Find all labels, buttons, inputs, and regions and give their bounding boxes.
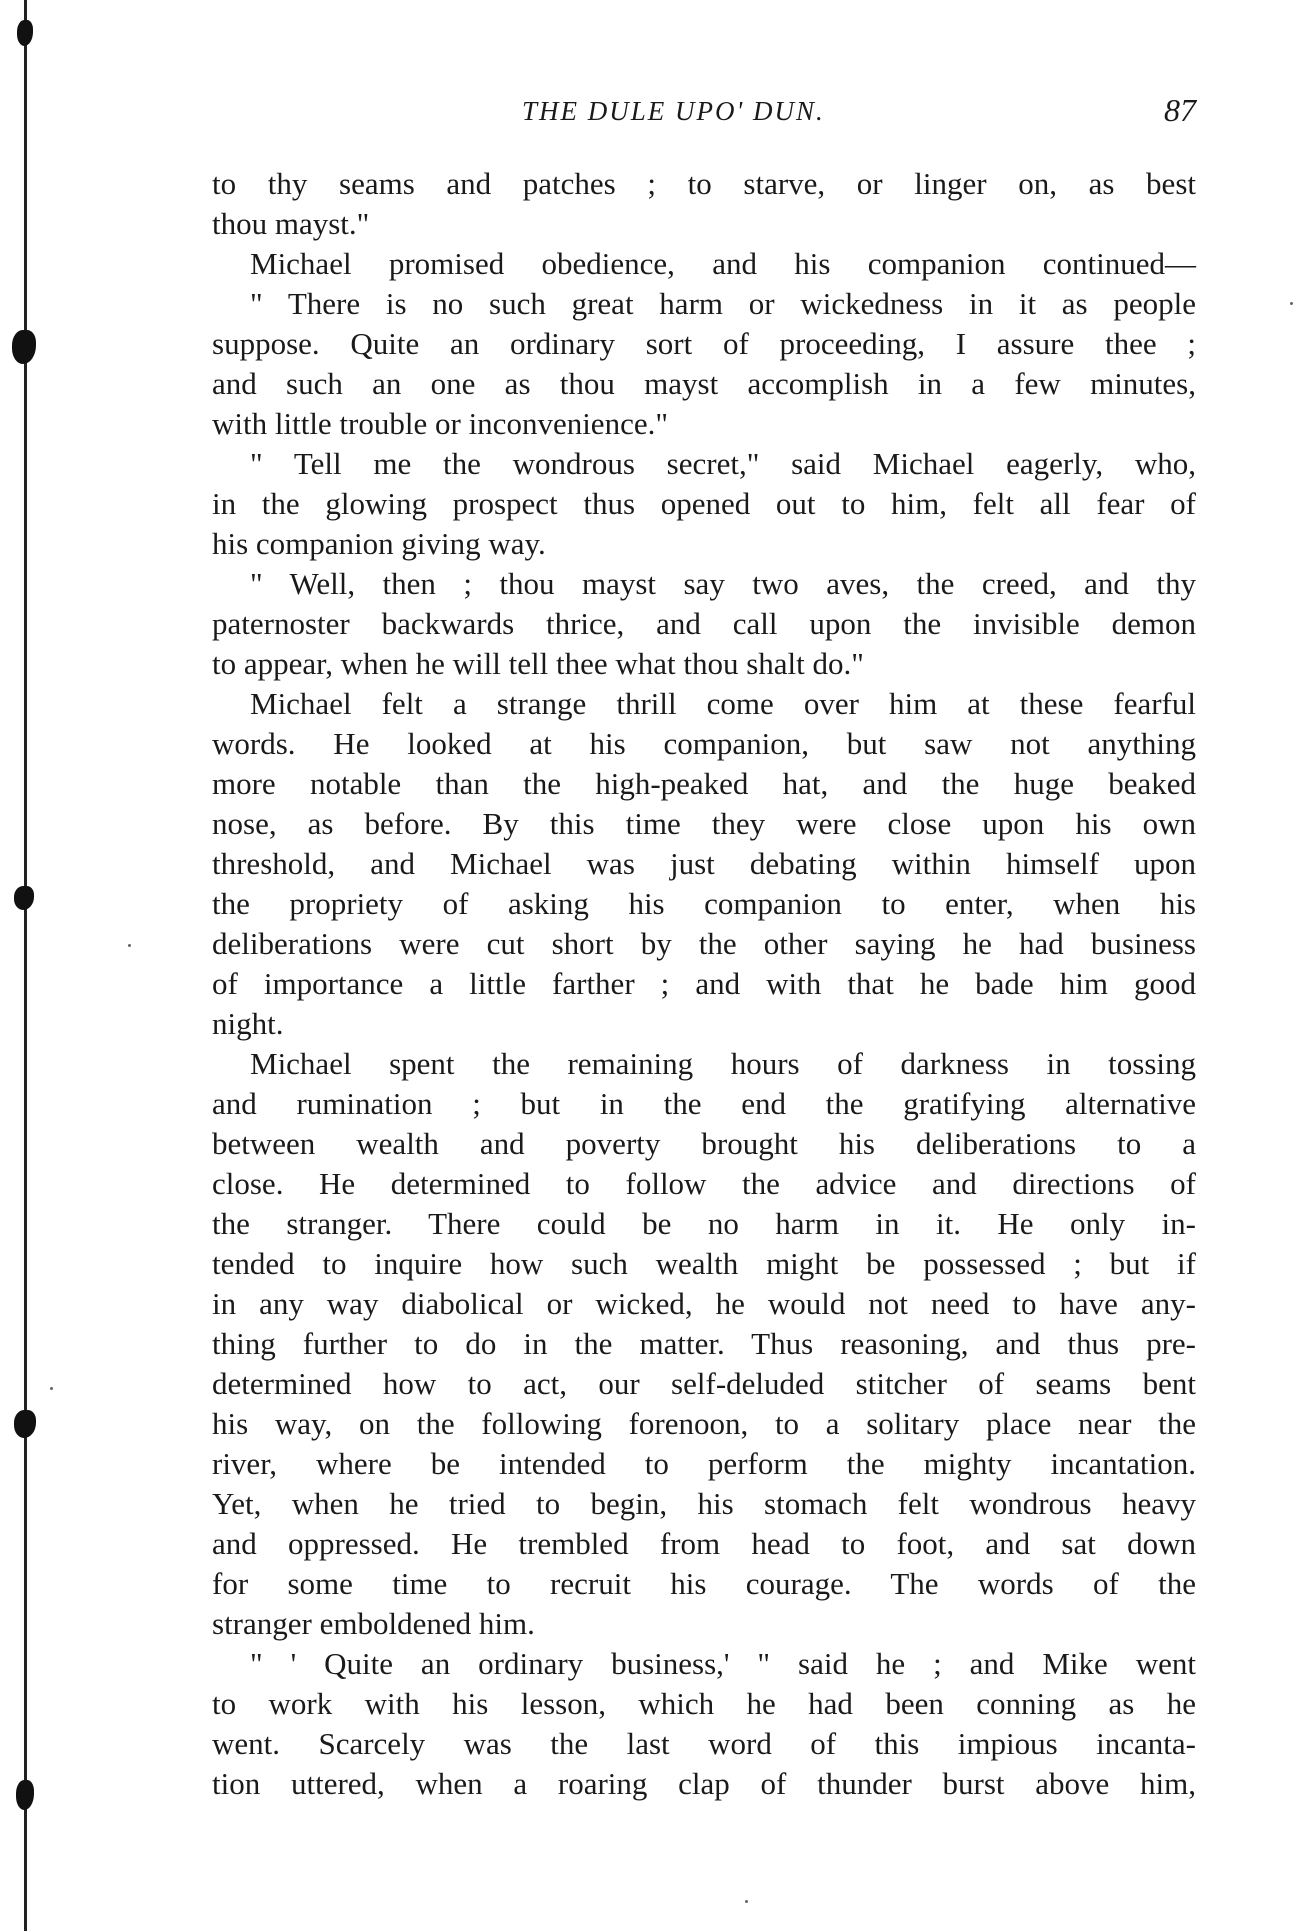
binding-stitch-mark — [16, 1780, 34, 1810]
text-line: to appear, when he will tell thee what thou shalt do." — [212, 646, 864, 681]
text-line: words. He looked at his companion, but saw not anything — [212, 726, 1196, 761]
text-line: went. Scarcely was the last word of this impious incanta- — [212, 1726, 1196, 1761]
paper-speck — [128, 944, 131, 947]
text-line: tion uttered, when a roaring clap of thunder burst above him, — [212, 1766, 1196, 1801]
text-line: river, where be intended to perform the mighty incantation. — [212, 1446, 1196, 1481]
text-line: and oppressed. He trembled from head to foot, and sat down — [212, 1526, 1196, 1561]
text-line: stranger emboldened him. — [212, 1606, 535, 1641]
text-line: tended to inquire how such wealth might be possessed ; but if — [212, 1246, 1196, 1281]
text-line: to work with his lesson, which he had been conning as he — [212, 1686, 1196, 1721]
page-header — [212, 92, 1196, 142]
text-line: Yet, when he tried to begin, his stomach felt wondrous heavy — [212, 1486, 1196, 1521]
text-line: for some time to recruit his courage. The words of the — [212, 1566, 1196, 1601]
page-binding-edge — [24, 0, 27, 1931]
text-line: his way, on the following forenoon, to a solitary place near the — [212, 1406, 1196, 1441]
paper-speck — [1290, 302, 1293, 305]
binding-stitch-mark — [12, 330, 36, 364]
running-title: THE DULE UPO' DUN. — [522, 96, 825, 126]
text-line: " Tell me the wondrous secret," said Michael eagerly, who, — [250, 446, 1196, 481]
text-line: Michael promised obedience, and his companion continued— — [250, 246, 1196, 281]
text-line: night. — [212, 1006, 284, 1041]
text-line: between wealth and poverty brought his deliberations to a — [212, 1126, 1196, 1161]
text-line: his companion giving way. — [212, 526, 546, 561]
text-line: in any way diabolical or wicked, he would not need to have any- — [212, 1286, 1196, 1321]
text-line: paternoster backwards thrice, and call upon the invisible demon — [212, 606, 1196, 641]
page-number: 87 — [1164, 92, 1196, 128]
body-text — [212, 164, 1196, 1804]
binding-stitch-mark — [17, 20, 33, 46]
text-line: and rumination ; but in the end the gratifying alternative — [212, 1086, 1196, 1121]
text-line: of importance a little farther ; and with that he bade him good — [212, 966, 1196, 1001]
text-line: to thy seams and patches ; to starve, or linger on, as best — [212, 166, 1196, 201]
text-line: determined how to act, our self-deluded stitcher of seams bent — [212, 1366, 1196, 1401]
binding-stitch-mark — [14, 1410, 36, 1438]
text-line: thing further to do in the matter. Thus reasoning, and thus pre- — [212, 1326, 1196, 1361]
text-line: " ' Quite an ordinary business,' " said he ; and Mike went — [250, 1646, 1196, 1681]
text-line: the propriety of asking his companion to enter, when his — [212, 886, 1196, 921]
text-line: Michael felt a strange thrill come over him at these fearful — [250, 686, 1196, 721]
text-line: in the glowing prospect thus opened out to him, felt all fear of — [212, 486, 1196, 521]
text-line: more notable than the high-peaked hat, and the huge beaked — [212, 766, 1196, 801]
text-line: nose, as before. By this time they were close upon his own — [212, 806, 1196, 841]
paper-speck — [50, 1387, 53, 1390]
text-line: close. He determined to follow the advice and directions of — [212, 1166, 1196, 1201]
paper-speck — [745, 1900, 748, 1903]
text-line: threshold, and Michael was just debating within himself upon — [212, 846, 1196, 881]
binding-stitch-mark — [14, 886, 34, 910]
text-line: Michael spent the remaining hours of darkness in tossing — [250, 1046, 1196, 1081]
text-line: with little trouble or inconvenience." — [212, 406, 668, 441]
text-line: deliberations were cut short by the other saying he had business — [212, 926, 1196, 961]
text-line: and such an one as thou mayst accomplish in a few minutes, — [212, 366, 1196, 401]
text-line: thou mayst." — [212, 206, 370, 241]
text-line: suppose. Quite an ordinary sort of proceeding, I assure thee ; — [212, 326, 1196, 361]
text-line: " There is no such great harm or wickedness in it as people — [250, 286, 1196, 321]
text-line: the stranger. There could be no harm in it. He only in- — [212, 1206, 1196, 1241]
text-line: " Well, then ; thou mayst say two aves, the creed, and thy — [250, 566, 1196, 601]
